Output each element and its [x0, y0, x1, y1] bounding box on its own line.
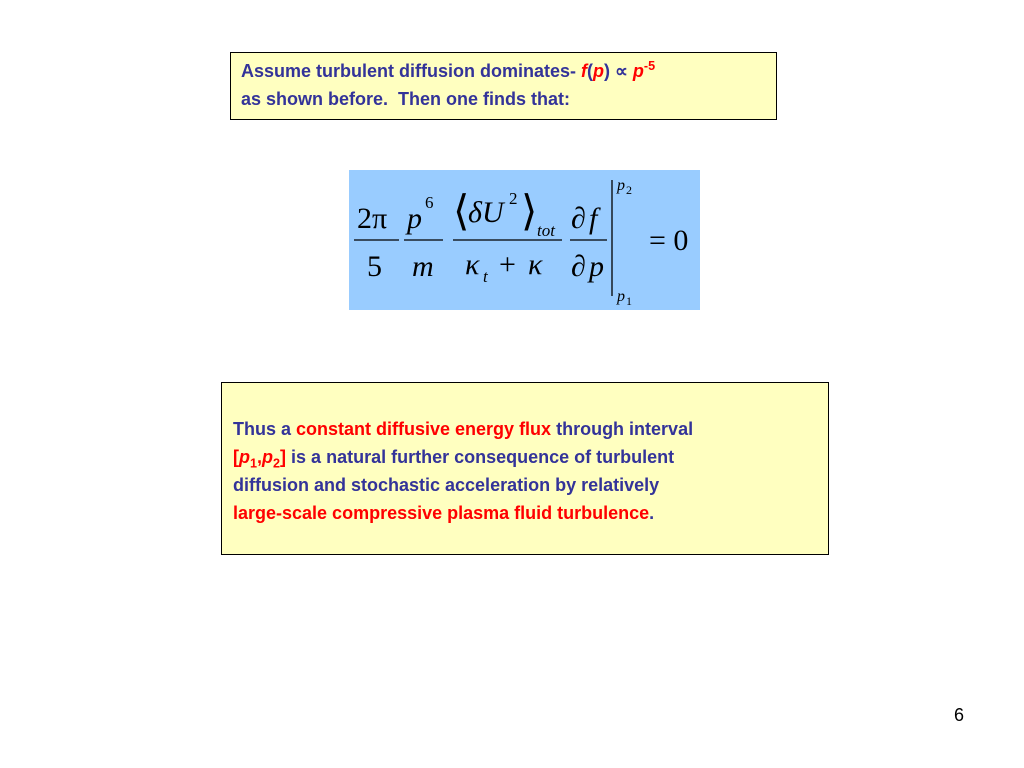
right-angle-bracket: ⟩ — [521, 189, 538, 235]
through-interval-text: through interval — [551, 419, 694, 439]
power-base: p — [632, 61, 644, 81]
u-exponent: 2 — [509, 189, 518, 208]
power-exponent: -5 — [643, 59, 656, 73]
equation-svg — [349, 170, 700, 310]
equation-box — [349, 170, 700, 310]
intro-line-2: as shown before. Then one finds that: — [241, 89, 571, 109]
equals-zero: = 0 — [649, 224, 689, 257]
p-variable: p — [407, 202, 422, 235]
p2-subscript: 2 — [273, 456, 281, 471]
kappa: κ — [528, 248, 543, 281]
plus-sign: + — [499, 248, 516, 281]
left-angle-bracket: ⟨ — [453, 189, 470, 235]
close-paren: ) — [604, 61, 611, 81]
p-denominator: p — [589, 250, 604, 283]
open-paren: ( — [587, 61, 594, 81]
interval-comma: , — [257, 447, 263, 467]
intro-line-1 — [241, 57, 768, 85]
tot-subscript: tot — [537, 221, 555, 240]
conclusion-textbox — [221, 382, 829, 555]
p2-variable: p — [262, 447, 274, 467]
highlight-energy-flux: constant diffusive energy flux — [296, 419, 552, 439]
upper-limit-sub: 2 — [626, 183, 632, 197]
bracket-open: [ — [233, 447, 239, 467]
conclusion-line-3: diffusion and stochastic acceleration by relatively — [233, 475, 660, 495]
m-variable: m — [412, 250, 434, 283]
propto-symbol: ∝ — [615, 61, 628, 81]
thus-text: Thus a — [233, 419, 297, 439]
intro-text: Assume turbulent diffusion dominates- — [241, 61, 582, 81]
highlight-turbulence: large-scale compressive plasma fluid turbulence — [233, 503, 650, 523]
conclusion-line-4 — [233, 499, 820, 527]
p1-variable: p — [239, 447, 250, 467]
lower-limit-var: p — [617, 288, 625, 305]
upper-limit-var: p — [617, 177, 625, 194]
final-period: . — [649, 503, 655, 523]
slide-number: 6 — [953, 705, 964, 725]
lower-limit-sub: 1 — [626, 294, 632, 308]
consequence-text: is a natural further consequence of turbulent — [286, 447, 675, 467]
u-variable: U — [482, 196, 504, 229]
delta-symbol: δ — [468, 196, 482, 229]
kappa-t: κ — [465, 248, 480, 281]
p1-subscript: 1 — [250, 456, 258, 471]
p-exponent: 6 — [425, 193, 434, 212]
coef-denominator: 5 — [367, 250, 382, 283]
partial-symbol-bottom: ∂ — [571, 250, 586, 283]
bracket-close: ] — [280, 447, 287, 467]
intro-textbox — [230, 52, 777, 120]
func-p: p — [593, 61, 605, 81]
conclusion-line-2 — [233, 443, 820, 471]
t-subscript: t — [483, 267, 488, 286]
coef-numerator: 2π — [357, 202, 388, 235]
partial-symbol-top: ∂ — [571, 202, 586, 235]
conclusion-line-1 — [233, 415, 820, 443]
f-variable: f — [589, 202, 598, 235]
func-f: f — [581, 61, 588, 81]
